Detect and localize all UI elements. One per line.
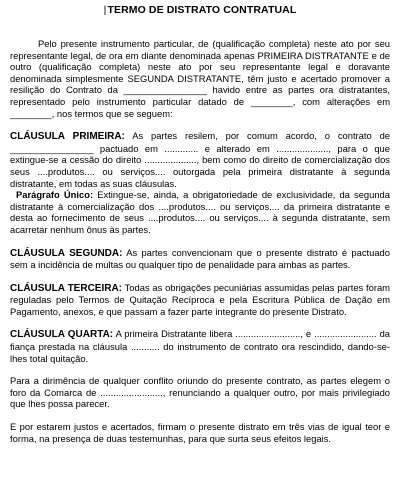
clause-second-label: CLÁUSULA SEGUNDA: (10, 247, 123, 259)
document-title: TERMO DE DISTRATO CONTRATUAL (107, 4, 297, 16)
text-cursor: | (103, 4, 107, 16)
clause-first (10, 130, 390, 189)
clause-fourth-label: CLÁUSULA QUARTA: (10, 329, 114, 341)
clause-second (10, 247, 390, 271)
forum-paragraph: Para a dirimência de qualquer conflito oriundo do presente contrato, as partes elegem o foro da Comarca de ........................, renunciando a qualquer outro, por mais privilegiado que lhes possa parecer. (10, 375, 390, 410)
clause-first-label: CLÁUSULA PRIMEIRA: (10, 131, 125, 143)
sole-paragraph-label: Parágrafo Único: (16, 189, 94, 201)
clause-third-text: Todas as obrigações pecuniárias assumidas pelas partes foram reguladas pelo Termos de Quitação Recíproca e pela Escritura Pública de Dação em Pagamento, anexos, e que passam a fazer parte integrante do presente Distrato. (10, 281, 390, 317)
clause-fourth (10, 328, 390, 364)
document-title-wrap (10, 4, 390, 16)
intro-paragraph: Pelo presente instrumento particular, de (qualificação completa) neste ato por seu representante legal, de ora em diante denominada apenas PRIMEIRA DISTRATANTE e de outro (qualificação completa) neste ato por seu representante legal e doravante denominada simplesmente SEGUNDA DISTRATANTE, têm justo e acertado promover a resilição do Contrato da ________________ havido entre as partes ora distratantes, representado pelo instrumento particular datado de ________, com alterações em ________, nos termos que se seguem: (10, 38, 390, 119)
clause-first-text: As partes resilem, por comum acordo, o contrato de ________________ pactuado em ............. e alterado em ...................., para o que extingue-se a cessão do direito ...................., bem como do direito de comercialização dos seus ....produtos.... ou serviços.... outorgada pela primeira distratante à segunda distratante, em todas as suas cláusulas. (10, 130, 391, 189)
clause-third-label: CLÁUSULA TERCEIRA: (10, 282, 123, 294)
clause-second-text: As partes convencionam que o presente distrato é pactuado sem a incidência de multas ou qualquer tipo de penalidade para ambas as partes. (10, 246, 390, 271)
clause-fourth-text: A primeira Distratante libera ........................., e ........................ da fiança prestada na cláusula ........... do instrumento de contrato ora rescindido, dando-se-lhes total quitação. (10, 328, 390, 364)
sole-paragraph-text: Extingue-se, ainda, a obrigatoriedade de exclusividade, da segunda distratante à comercialização dos ....produtos.... ou serviços.... da primeira distratante e desta ao fornecimento de seus ....produtos.... ou serviços.... à segunda distratante, sem acarretar nenhum ônus às partes. (10, 189, 390, 235)
clause-third (10, 282, 390, 318)
closing-paragraph: E por estarem justos e acertados, firmam o presente distrato em três vias de igual teor e forma, na presença de duas testemunhas, para que surta seus efeitos legais. (10, 421, 390, 444)
sole-paragraph (10, 189, 390, 235)
